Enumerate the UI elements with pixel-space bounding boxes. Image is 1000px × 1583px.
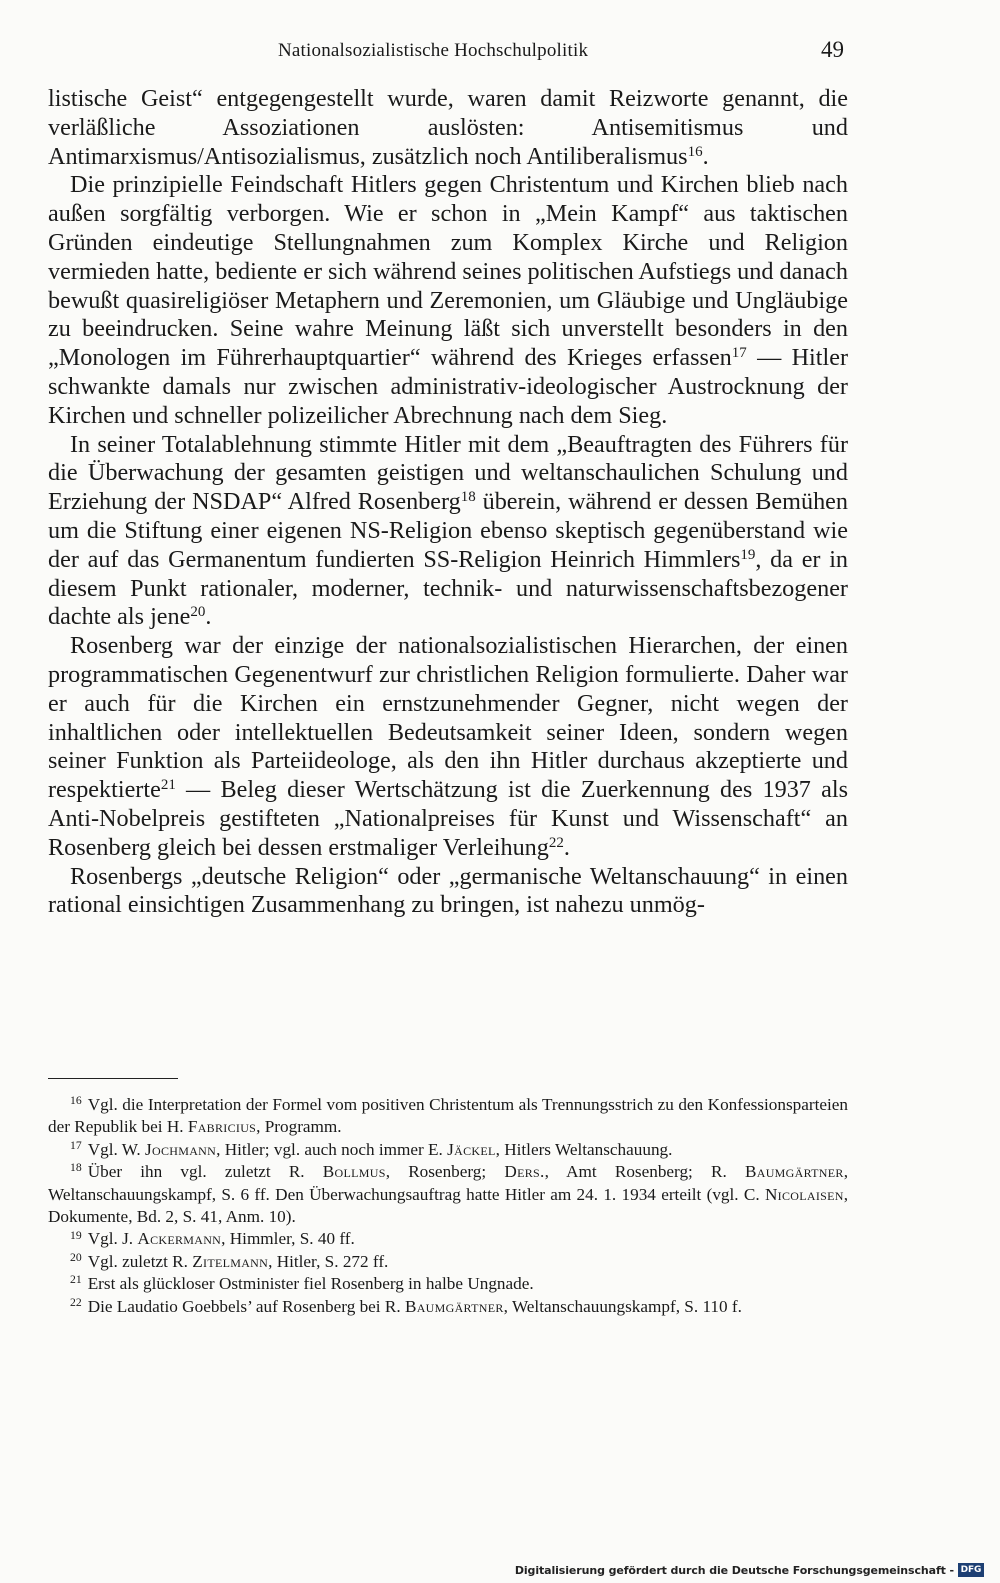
author-name: Baumgärtner	[404, 1296, 504, 1316]
paragraph-text: listische Geist“ entgegengestellt wurde, waren damit Reizworte genannt, die verläßliche Assoziationen auslösten: Antisemitismus und Antimarxismus/Antisozialismus, zusätzlich noch Antiliberalismus	[48, 85, 848, 170]
footnote-number: 20	[70, 1251, 82, 1264]
footnote-ref-18[interactable]: 18	[460, 488, 476, 505]
footnote-ref-17[interactable]: 17	[731, 344, 747, 361]
footnote-text: Vgl. J.	[87, 1229, 138, 1249]
footnote-22	[48, 1296, 848, 1318]
author-name: Jochmann	[145, 1139, 217, 1159]
paragraph-3	[48, 431, 848, 633]
footnote-text: , Programm.	[256, 1117, 342, 1137]
author-name: Ders.	[504, 1162, 545, 1182]
paragraph-text: .	[563, 833, 570, 861]
footnote-text: , Weltanschauungskampf, S. 6 ff. Den Überwachungsauftrag hatte Hitler am 24. 1. 1934 erteilt (vgl. C.	[48, 1162, 848, 1204]
footnote-18	[48, 1161, 848, 1228]
footnote-text: , Rosenberg;	[385, 1162, 505, 1182]
footnote-21	[48, 1273, 848, 1295]
footnote-ref-16[interactable]: 16	[687, 143, 703, 160]
footnote-17	[48, 1139, 848, 1161]
footnote-number: 17	[70, 1138, 82, 1152]
paragraph-text: — Hitler schwankte damals nur zwischen administrativ-ideologischer Austrocknung der Kirchen und schneller polizeilicher Abrechnung nach dem Sieg.	[48, 344, 848, 429]
footnote-16	[48, 1094, 848, 1139]
page-header	[48, 37, 848, 70]
book-page	[48, 0, 848, 1583]
footnote-ref-21[interactable]: 21	[160, 776, 176, 793]
paragraph-text: Die prinzipielle Feindschaft Hitlers gegen Christentum und Kirchen blieb nach außen sorgfältig verborgen. Wie er schon in „Mein Kampf“ aus taktischen Gründen eindeutige Stellungnahmen zum Komplex Kirche und Religion vermieden hatte, bediente er sich während seines politischen Aufstiegs und danach bewußt quasireligiöser Metaphern und Zeremonien, um Gläubige und Ungläubige zu beeindrucken. Seine wahre Meinung läßt sich unverstellt besonders in den „Monologen im Führerhauptquartier“ während des Krieges erfassen	[48, 171, 848, 372]
body-text	[48, 85, 848, 920]
footnotes	[48, 1094, 848, 1318]
footnote-number: 16	[70, 1094, 82, 1108]
footnote-20	[48, 1251, 848, 1273]
footnote-text: , Himmler, S. 40 ff.	[221, 1229, 355, 1249]
footnote-ref-19[interactable]: 19	[740, 546, 756, 563]
footnote-text: Vgl. W.	[87, 1139, 145, 1159]
author-name: Nicolaisen	[764, 1184, 844, 1204]
paragraph-4	[48, 632, 848, 862]
paragraph-1	[48, 85, 848, 171]
footnote-text: , Weltanschauungskampf, S. 110 f.	[503, 1296, 742, 1316]
digitization-note: Digitalisierung gefördert durch die Deutsche Forschungsgemeinschaft -	[514, 1563, 954, 1577]
footnote-text: , Dokumente, Bd. 2, S. 41, Anm. 10).	[48, 1184, 848, 1227]
footnote-text: Die Laudatio Goebbels’ auf Rosenberg bei R.	[87, 1296, 405, 1316]
paragraph-text: .	[205, 603, 212, 631]
paragraph-text: Rosenbergs „deutsche Religion“ oder „germanische Weltanschauung“ in einen rational einsichtigen Zusammenhang zu bringen, ist nahezu unmög-	[48, 862, 848, 919]
author-name: Zitelmann	[192, 1251, 269, 1271]
paragraph-text: — Beleg dieser Wertschätzung ist die Zuerkennung des 1937 als Anti-Nobelpreis gestifteten „Nationalpreises für Kunst und Wissenschaft“ an Rosenberg gleich bei dessen erstmaliger Verleihung	[48, 776, 848, 861]
dfg-logo-icon: DFG	[958, 1563, 984, 1577]
paragraph-text: .	[702, 142, 709, 170]
author-name: Baumgärtner	[744, 1162, 844, 1182]
paragraph-2	[48, 171, 848, 430]
footnote-text: , Hitlers Weltanschauung.	[495, 1139, 673, 1159]
footnote-divider	[48, 1078, 178, 1079]
paragraph-text: , da er in diesem Punkt rationaler, moderner, technik- und naturwissenschaftsbezogener dachte als jene	[48, 545, 849, 631]
digitization-footer	[515, 1561, 984, 1579]
author-name: Bollmus	[322, 1162, 386, 1182]
footnote-number: 18	[70, 1161, 82, 1175]
footnote-text: , Hitler; vgl. auch noch immer E.	[216, 1139, 448, 1159]
footnote-number: 21	[70, 1273, 82, 1287]
author-name: Ackermann	[137, 1229, 222, 1249]
footnote-text: , Amt Rosenberg; R.	[544, 1162, 745, 1182]
author-name: Fabricius	[187, 1117, 257, 1137]
footnote-text: Erst als glückloser Ostminister fiel Rosenberg in halbe Ungnade.	[87, 1274, 534, 1294]
paragraph-text: überein, während er dessen Bemühen um die Stiftung einer eigenen NS-Religion ebenso skeptisch gegenüberstand wie der auf das Germanentum fundierten SS-Religion Heinrich Himmlers	[48, 488, 848, 573]
paragraph-5	[48, 863, 848, 921]
footnote-text: Vgl. die Interpretation der Formel vom positiven Christentum als Trennungsstrich zu den Konfessionsparteien der Republik bei H.	[48, 1095, 848, 1137]
running-title: Nationalsozialistische Hochschulpolitik	[278, 40, 589, 61]
author-name: Jäckel	[447, 1139, 496, 1159]
page-number: 49	[821, 37, 844, 62]
footnote-text: Vgl. zuletzt R.	[87, 1251, 193, 1271]
footnote-number: 22	[70, 1295, 82, 1309]
footnote-ref-20[interactable]: 20	[190, 604, 206, 621]
paragraph-text: Rosenberg war der einzige der nationalsozialistischen Hierarchen, der einen programmatischen Gegenentwurf zur christlichen Religion formulierte. Daher war er auch für die Kirchen ein ernstzunehmender Gegner, nicht wegen der inhaltlichen oder intellektuellen Bedeutsamkeit seiner Ideen, sondern wegen seiner Funktion als Parteiideologe, als den ihn Hitler durchaus akzeptierte und respektierte	[48, 632, 848, 804]
footnote-text: Über ihn vgl. zuletzt R.	[87, 1162, 323, 1182]
footnote-number: 19	[70, 1228, 82, 1242]
footnote-19	[48, 1228, 848, 1250]
footnote-ref-22[interactable]: 22	[548, 834, 564, 851]
footnote-text: , Hitler, S. 272 ff.	[268, 1251, 389, 1271]
paragraph-text: In seiner Totalablehnung stimmte Hitler mit dem „Beauftragten des Führers für die Überwachung der gesamten geistigen und weltanschaulichen Schulung und Erziehung der NSDAP“ Alfred Rosenberg	[48, 430, 848, 516]
